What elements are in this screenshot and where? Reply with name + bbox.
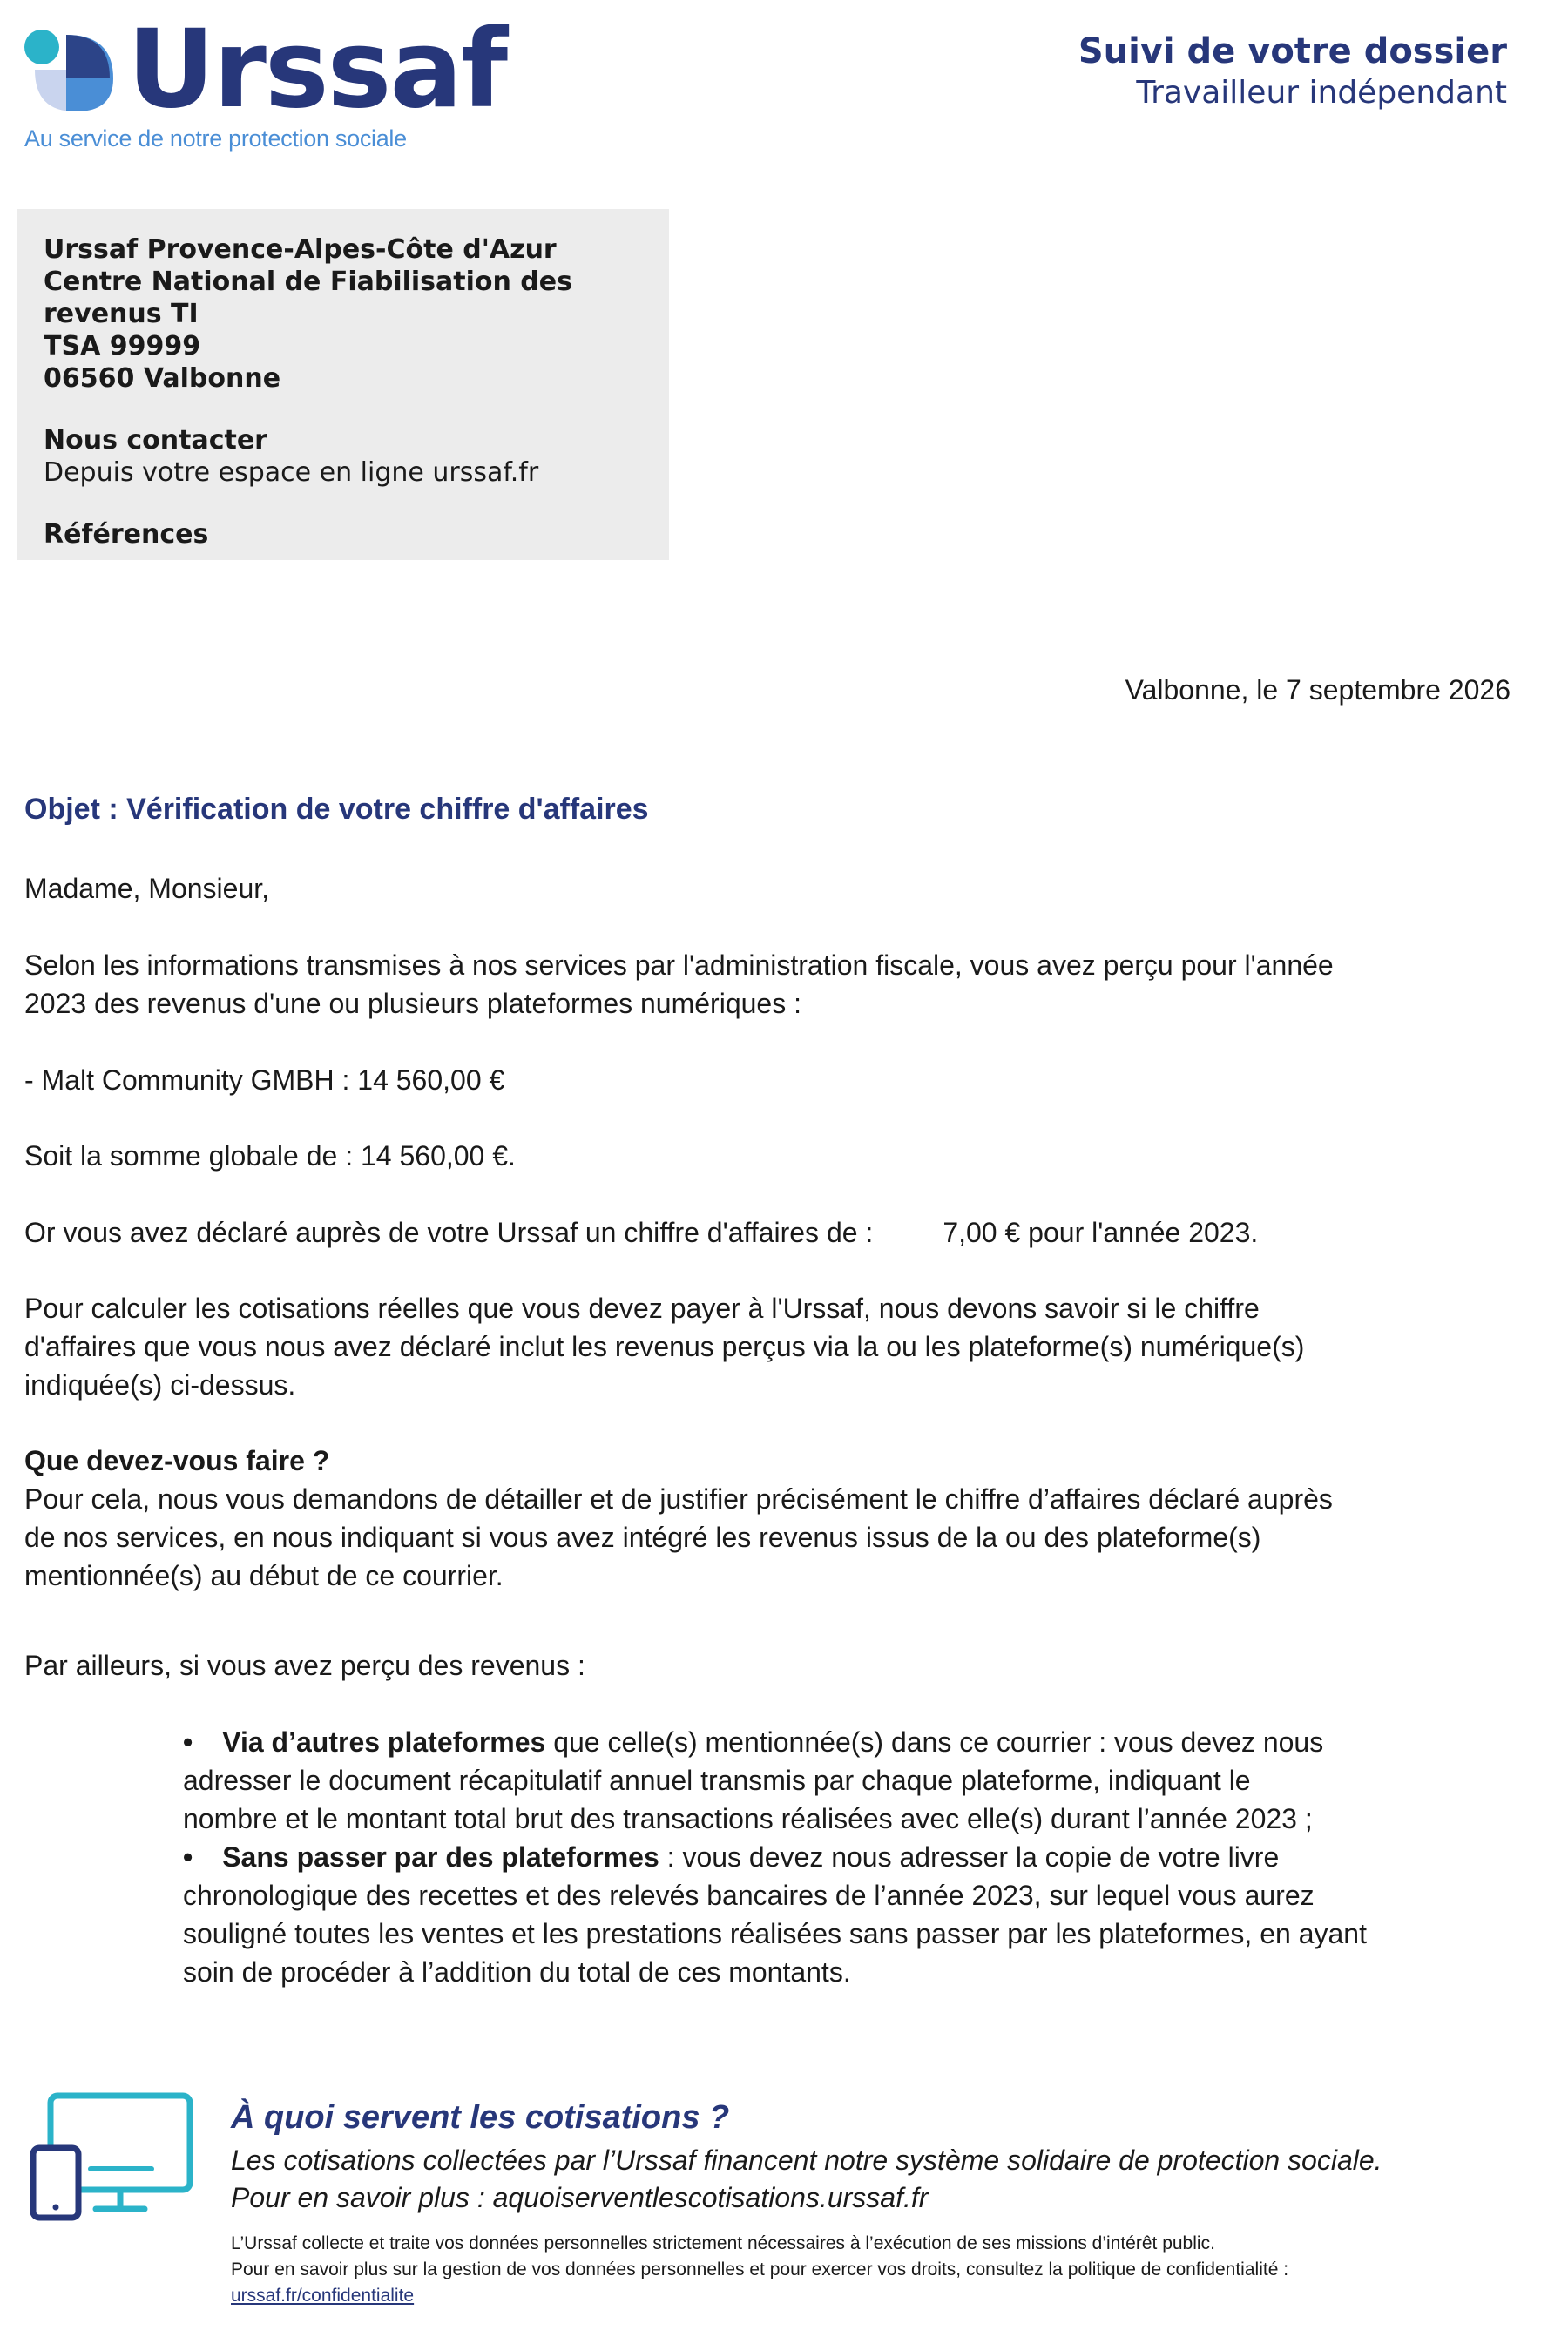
bullet-text: nombre et le montant total brut des transactions réalisées avec elle(s) durant l’année 2023 ; (183, 1803, 1313, 1834)
list-item (183, 1723, 1516, 1838)
intro-line: 2023 des revenus d'une ou plusieurs plateformes numériques : (24, 988, 801, 1019)
calc-line: d'affaires que vous nous avez déclaré inclut les revenus perçus via la ou les plateforme(s) numérique(s) (24, 1331, 1305, 1362)
todo-heading: Que devez-vous faire ? (24, 1445, 330, 1476)
privacy-link[interactable]: urssaf.fr/confidentialite (231, 2286, 415, 2306)
letter-date: Valbonne, le 7 septembre 2026 (1125, 674, 1511, 706)
letter-subject: Objet : Vérification de votre chiffre d'affaires (24, 793, 649, 826)
platform-line: - Malt Community GMBH : 14 560,00 € (24, 1064, 505, 1096)
address-line: Centre National de Fiabilisation des (44, 267, 572, 297)
bullet-icon: • (183, 1726, 193, 1758)
urssaf-wordmark: Urssaf (127, 7, 507, 132)
contact-label: Nous contacter (44, 425, 267, 456)
logo-tagline: Au service de notre protection sociale (24, 125, 407, 152)
contact-value: Depuis votre espace en ligne urssaf.fr (44, 457, 539, 488)
list-item (183, 1838, 1516, 1991)
todo-line: mentionnée(s) au début de ce courrier. (24, 1560, 504, 1591)
declared-text: Or vous avez déclaré auprès de votre Urssaf un chiffre d'affaires de : (24, 1217, 874, 1248)
bullet-text: adresser le document récapitulatif annuel transmis par chaque plateforme, indiquant le (183, 1765, 1251, 1796)
legal-text: Pour en savoir plus sur la gestion de vos données personnelles et pour exercer vos droits, consultez la politique de confidentialité : (231, 2259, 1289, 2279)
address-line: revenus TI (44, 299, 199, 329)
footer-title: À quoi servent les cotisations ? (231, 2099, 730, 2136)
urssaf-logo-icon (23, 28, 120, 115)
devices-icon (30, 2090, 195, 2221)
calc-line: indiquée(s) ci-dessus. (24, 1369, 296, 1401)
todo-section (24, 1442, 1514, 1595)
urssaf-logo (23, 7, 510, 162)
declared-line (24, 1213, 1514, 1252)
calc-paragraph (24, 1289, 1514, 1404)
intro-line: Selon les informations transmises à nos services par l'administration fiscale, vous avez perçu pour l'année (24, 949, 1334, 981)
greeting: Madame, Monsieur, (24, 873, 270, 904)
bullet-text: souligné toutes les ventes et les prestations réalisées sans passer par les plateformes, en ayant (183, 1918, 1367, 1949)
document-header (1078, 30, 1507, 112)
sender-address-box (17, 209, 669, 560)
bullet-text: : vous devez nous adresser la copie de votre livre (659, 1841, 1280, 1873)
bullet-bold: Sans passer par des plateformes (222, 1841, 659, 1873)
total-line: Soit la somme globale de : 14 560,00 €. (24, 1140, 516, 1172)
intro-paragraph (24, 946, 1514, 1023)
besides-line: Par ailleurs, si vous avez perçu des revenus : (24, 1650, 585, 1681)
header-subtitle: Travailleur indépendant (1136, 75, 1507, 111)
header-title: Suivi de votre dossier (1078, 31, 1507, 71)
footer-line: Les cotisations collectées par l’Urssaf financent notre système solidaire de protection sociale. (231, 2144, 1382, 2176)
todo-line: de nos services, en nous indiquant si vous avez intégré les revenus issus de la ou des plateforme(s) (24, 1522, 1261, 1553)
address-line: 06560 Valbonne (44, 363, 281, 394)
calc-line: Pour calculer les cotisations réelles que vous devez payer à l'Urssaf, nous devons savoir si le chiffre (24, 1293, 1260, 1324)
references-label: Références (44, 519, 209, 550)
todo-line: Pour cela, nous vous demandons de détailler et de justifier précisément le chiffre d’affaires déclaré auprès (24, 1483, 1333, 1515)
address-line: Urssaf Provence-Alpes-Côte d'Azur (44, 234, 557, 265)
bullet-text: soin de procéder à l’addition du total de ces montants. (183, 1956, 851, 1988)
address-line: TSA 99999 (44, 331, 201, 361)
bullet-icon: • (183, 1841, 193, 1873)
bullet-text: chronologique des recettes et des relevés bancaires de l’année 2023, sur lequel vous aurez (183, 1880, 1315, 1911)
redacted-amount (873, 1213, 943, 1252)
bullet-text: que celle(s) mentionnée(s) dans ce courrier : vous devez nous (545, 1726, 1324, 1758)
bullet-bold: Via d’autres plateformes (222, 1726, 546, 1758)
legal-text: L’Urssaf collecte et traite vos données personnelles strictement nécessaires à l’exécution de ses missions d’intérêt public. (231, 2233, 1215, 2253)
declared-amount: 7,00 € pour l'année 2023. (943, 1217, 1259, 1248)
footer-line: Pour en savoir plus : aquoiserventlescotisations.urssaf.fr (231, 2182, 929, 2213)
bullet-list (183, 1723, 1516, 1991)
